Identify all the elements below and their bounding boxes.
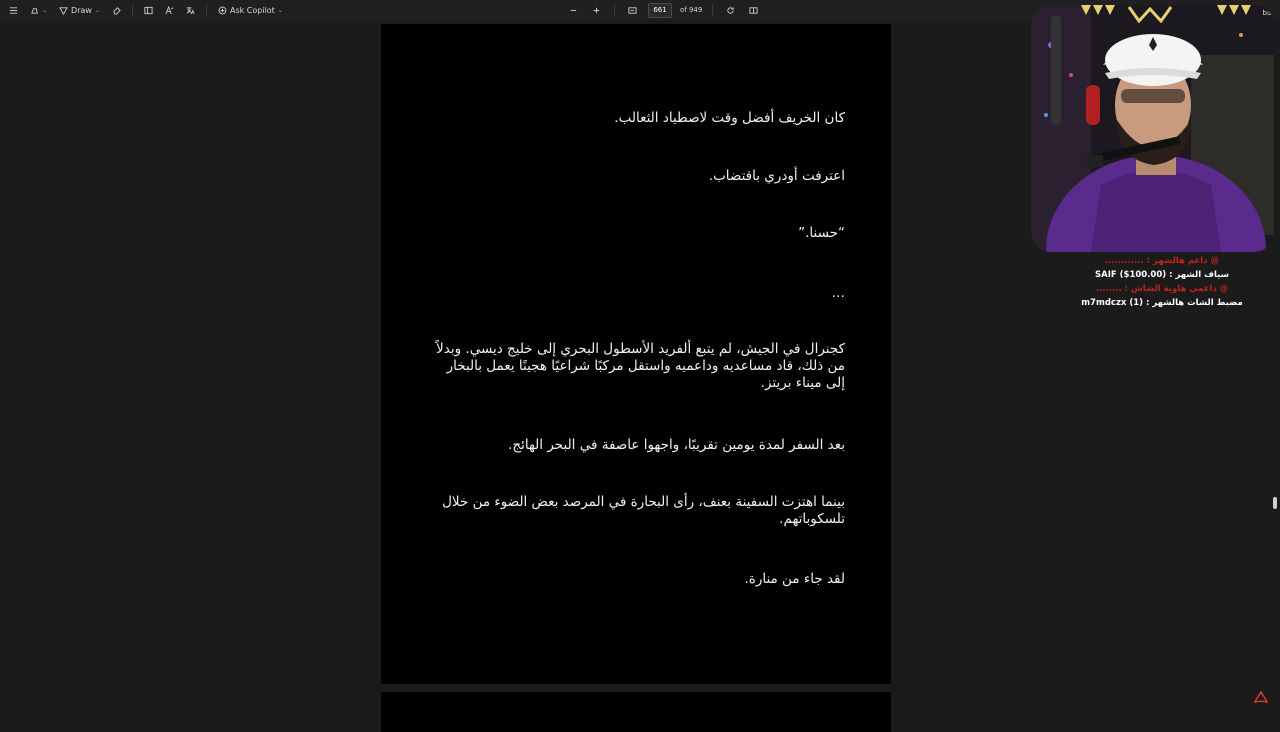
read-aloud-button[interactable] bbox=[162, 2, 177, 18]
ask-copilot-label: Ask Copilot bbox=[229, 5, 275, 15]
paragraph: “حسنا.” bbox=[798, 225, 845, 241]
zoom-in-button[interactable] bbox=[589, 2, 604, 18]
contents-button[interactable] bbox=[6, 2, 21, 18]
list-icon bbox=[9, 6, 18, 15]
toolbar-divider bbox=[614, 4, 615, 16]
layout-icon bbox=[144, 6, 153, 15]
zoom-out-button[interactable] bbox=[566, 2, 581, 18]
paragraph: كجنرال في الجيش، لم يتبع ألفريد الأسطول البحري إلى خليج ديسي. وبدلاً من ذلك، قاد مساعديه وداعميه واستقل مركبًا شراعيًا هجينًا يعمل بالبخار إلى ميناء بريتز. bbox=[436, 341, 845, 391]
webcam-overlay bbox=[1031, 5, 1274, 252]
paragraph: لقد جاء من منارة. bbox=[744, 571, 845, 587]
toolbar-divider bbox=[712, 4, 713, 16]
highlight-button[interactable] bbox=[27, 2, 50, 18]
erase-button[interactable] bbox=[109, 2, 124, 18]
translate-button[interactable] bbox=[183, 2, 198, 18]
chevron-down-icon[interactable]: ⌄ bbox=[42, 6, 48, 14]
rotate-button[interactable] bbox=[723, 2, 738, 18]
page-total-label: of 949 bbox=[680, 6, 703, 14]
chevron-down-icon[interactable]: ⌄ bbox=[94, 6, 100, 14]
fit-page-button[interactable] bbox=[625, 2, 640, 18]
plus-icon bbox=[592, 6, 601, 15]
ask-copilot-button[interactable] bbox=[215, 2, 286, 18]
overlay-label: bat bbox=[1262, 9, 1274, 17]
pdf-icon bbox=[1254, 690, 1268, 704]
draw-icon bbox=[59, 6, 68, 15]
crown-icon bbox=[1127, 5, 1173, 23]
paragraph: … bbox=[831, 285, 845, 301]
page-view-button[interactable] bbox=[746, 2, 761, 18]
translate-icon bbox=[186, 6, 195, 15]
chat-line: @ داعم هالشهر : ............ bbox=[1104, 256, 1220, 266]
streamer-video bbox=[1031, 5, 1274, 252]
chat-line: سياف الشهر : SAIF ($100.00) bbox=[1095, 270, 1229, 280]
fit-width-icon bbox=[628, 6, 637, 15]
chat-line: مضبط الشات هالشهر : (1) m7mdczx bbox=[1081, 298, 1243, 308]
paragraph: كان الخريف أفضل وقت لاصطياد الثعالب. bbox=[614, 110, 845, 126]
paragraph: بينما اهتزت السفينة بعنف، رأى البحارة في المرصد بعض الضوء من خلال تلسكوباتهم. bbox=[442, 494, 845, 527]
draw-button[interactable] bbox=[56, 2, 103, 18]
frame-decoration bbox=[1081, 5, 1115, 17]
toolbar-divider bbox=[206, 4, 207, 16]
copilot-icon bbox=[218, 6, 227, 15]
chevron-down-icon[interactable]: ⌄ bbox=[277, 6, 283, 14]
document-page bbox=[381, 24, 891, 684]
paragraph: بعد السفر لمدة يومين تقريبًا، واجهوا عاصفة في البحر الهائج. bbox=[508, 437, 845, 453]
next-document-page bbox=[381, 692, 891, 732]
stream-chat-overlay bbox=[1062, 254, 1262, 310]
eraser-icon bbox=[112, 6, 121, 15]
two-page-icon bbox=[749, 6, 758, 15]
highlighter-icon bbox=[30, 6, 39, 15]
rotate-icon bbox=[726, 6, 735, 15]
view-button[interactable] bbox=[141, 2, 156, 18]
scrollbar-thumb[interactable] bbox=[1273, 497, 1277, 509]
toolbar-divider bbox=[132, 4, 133, 16]
page-number-input[interactable]: 661 bbox=[648, 3, 672, 18]
chat-line: @ داعمي هاوية الشاش : ........ bbox=[1095, 284, 1229, 294]
frame-decoration bbox=[1217, 5, 1251, 17]
paragraph: اعترفت أودري باقتضاب. bbox=[708, 168, 845, 184]
read-aloud-icon bbox=[165, 6, 174, 15]
draw-label: Draw bbox=[71, 5, 92, 15]
minus-icon bbox=[569, 6, 578, 15]
